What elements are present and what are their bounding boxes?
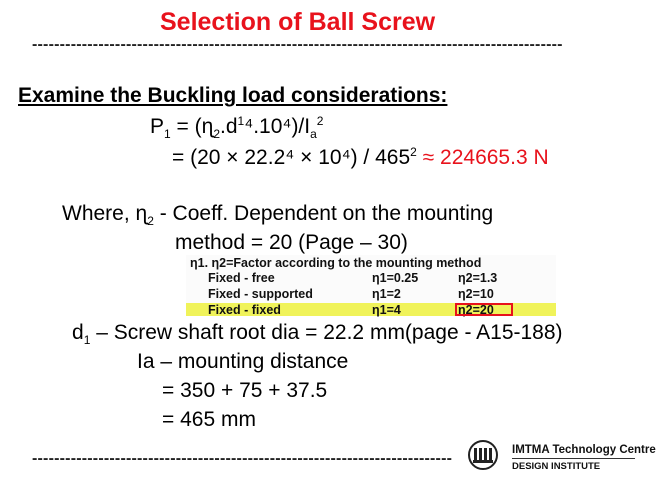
formula-mid: .d <box>220 115 238 138</box>
table-row <box>186 271 556 284</box>
ia-line1: Ia – mounting distance <box>137 350 349 373</box>
formula-exp: 2 <box>316 114 324 128</box>
section-heading: Examine the Buckling load considerations: <box>18 84 448 107</box>
table-cell-eta2: η2=10 <box>458 287 494 301</box>
formula-d-sub: 1 <box>237 114 245 128</box>
formula-line <box>150 114 323 141</box>
calc-text: = (20 × 22.2⁴ × 10⁴) / 465 <box>172 146 411 169</box>
selected-value-box <box>455 303 513 316</box>
d1-letter: d <box>72 321 84 344</box>
table-cell-eta2: η2=1.3 <box>458 271 498 285</box>
d1-line <box>72 321 563 347</box>
formula-ia-sub: a <box>310 127 317 142</box>
where-sub: 2 <box>147 214 154 229</box>
brand-subtitle: DESIGN INSTITUTE <box>512 461 601 472</box>
table-header-row <box>186 255 556 268</box>
table-cell-method: Fixed - free <box>208 271 275 285</box>
table-cell-eta2: η2=20 <box>458 303 494 317</box>
where-rest: - Coeff. Dependent on the mounting <box>153 202 494 225</box>
table-cell-method: Fixed - supported <box>208 287 313 301</box>
d1-rest: – Screw shaft root dia = 22.2 mm(page - A15-188) <box>90 321 563 344</box>
formula-p: P <box>150 115 165 138</box>
formula-eta-sub: 2 <box>213 127 220 142</box>
slide-title: Selection of Ball Screw <box>160 8 436 36</box>
imtma-logo-icon <box>465 440 501 470</box>
d1-sub: 1 <box>83 333 91 348</box>
where-line2: method = 20 (Page – 30) <box>175 231 408 254</box>
mounting-factor-table <box>186 255 556 315</box>
calc-result: ≈ 224665.3 N <box>422 146 549 169</box>
formula-p-sub: 1 <box>164 127 171 142</box>
calc-line <box>172 145 549 170</box>
where-prefix: Where, ɳ <box>62 202 148 225</box>
brand-divider <box>512 458 635 459</box>
brand-name: IMTMA Technology Centre <box>512 444 656 456</box>
calc-exp: 2 <box>410 145 417 159</box>
divider-top: ------------------------------------------------------------------------------------------------ <box>32 36 563 53</box>
table-cell-method: Fixed - fixed <box>208 303 281 317</box>
ia-line2: = 350 + 75 + 37.5 <box>162 379 328 402</box>
table-row <box>186 287 556 300</box>
divider-bottom: ---------------------------------------------------------------------------- <box>32 450 453 467</box>
ia-line3: = 465 mm <box>162 408 256 431</box>
table-header: η1. η2=Factor according to the mounting method <box>190 256 482 270</box>
formula-tail: ⁴.10⁴)/I <box>244 115 311 138</box>
table-cell-eta1: η1=0.25 <box>372 271 419 285</box>
formula-eq-open: = (ɳ <box>170 115 214 138</box>
table-cell-eta1: η1=4 <box>372 303 401 317</box>
where-line <box>62 202 493 228</box>
table-cell-eta1: η1=2 <box>372 287 401 301</box>
